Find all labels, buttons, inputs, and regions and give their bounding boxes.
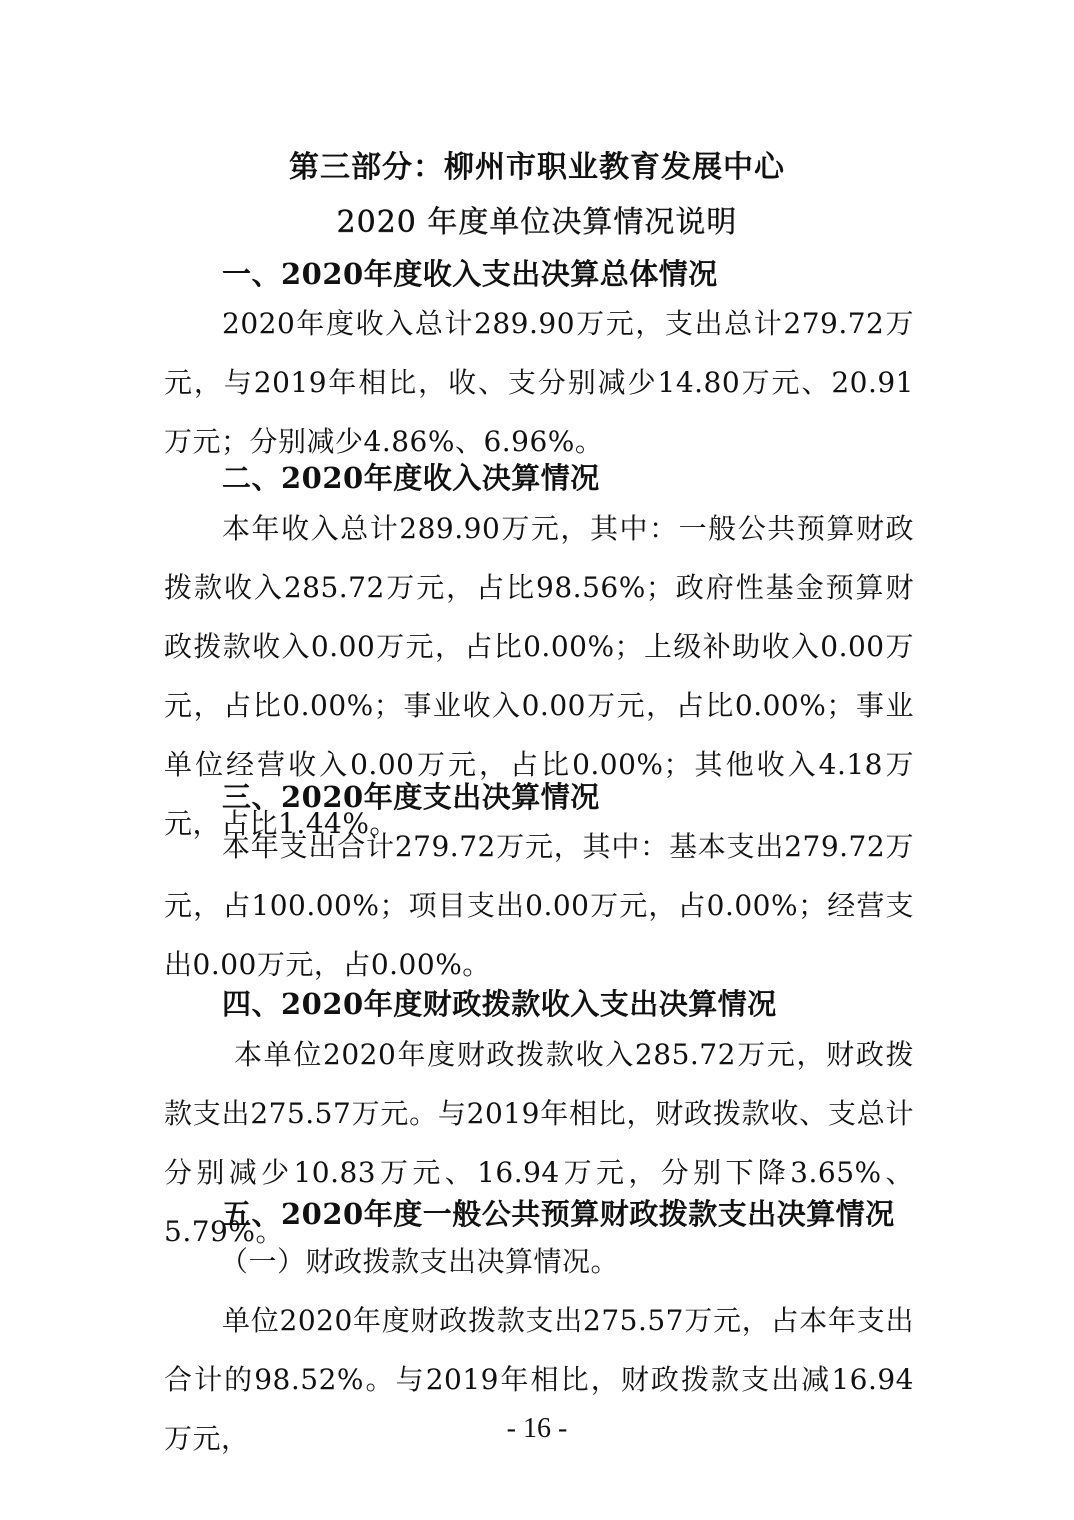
section-2-heading: 二、2020年度收入决算情况	[222, 461, 600, 495]
section-4-paragraph: 本单位2020年度财政拨款收入285.72万元，财政拨款支出275.57万元。与2019年相比，财政拨款收、支总计分别减少10.83万元、16.94万元，分别下降3.65%、5.79%。	[164, 1038, 914, 1248]
page-number: - 16 -	[506, 1413, 568, 1444]
section-3-paragraph: 本年支出合计279.72万元，其中：基本支出279.72万元，占100.00%；项目支出0.00万元，占0.00%；经营支出0.00万元，占0.00%。	[164, 830, 914, 981]
section-5-subheading: （一）财政拨款支出决算情况。	[220, 1245, 620, 1278]
section-1-paragraph: 2020年度收入总计289.90万元，支出总计279.72万元，与2019年相比，收、支分别减少14.80万元、20.91万元；分别减少4.86%、6.96%。	[164, 307, 914, 458]
section-2-paragraph: 本年收入总计289.90万元，其中：一般公共预算财政拨款收入285.72万元，占比98.56%；政府性基金预算财政拨款收入0.00万元，占比0.00%；上级补助收入0.00万元，占比0.00%；事业收入0.00万元，占比0.00%；事业单位经营收入0.00万元，占比0.00%；其他收入4.18万元，占比1.44%。	[164, 512, 914, 840]
section-3-heading: 三、2020年度支出决算情况	[222, 780, 600, 814]
section-4-heading: 四、2020年度财政拨款收入支出决算情况	[222, 987, 777, 1021]
document-title-line-2: 2020 年度单位决算情况说明	[336, 205, 738, 240]
section-1-heading: 一、2020年度收入支出决算总体情况	[222, 257, 718, 291]
document-title-line-1: 第三部分：柳州市职业教育发展中心	[289, 150, 785, 185]
section-5-paragraph: 单位2020年度财政拨款支出275.57万元，占本年支出合计的98.52%。与2019年相比，财政拨款支出减16.94万元，	[164, 1304, 914, 1455]
section-5-heading: 五、2020年度一般公共预算财政拨款支出决算情况	[222, 1197, 895, 1231]
